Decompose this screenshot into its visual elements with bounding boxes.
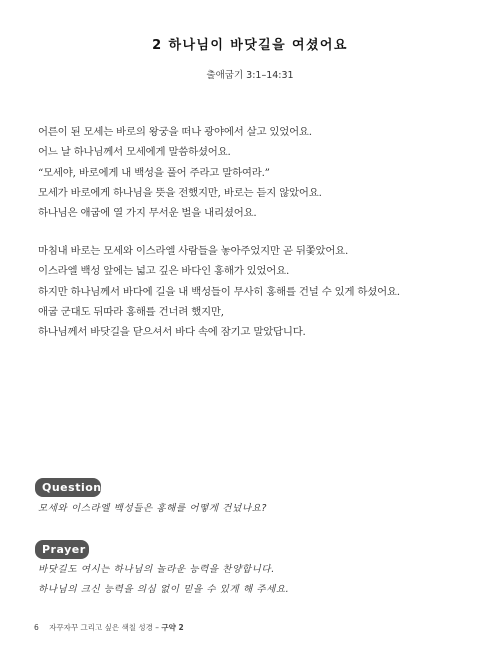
book-title: 자꾸자꾸 그리고 싶은 색칠 성경 – [49, 623, 160, 632]
page-number: 6 [34, 623, 39, 632]
story-line: 이스라엘 백성 앞에는 넓고 깊은 바다인 홍해가 있었어요. [38, 265, 290, 278]
prayer-line-1: 바닷길도 여시는 하나님의 놀라운 능력을 찬양합니다. [38, 564, 275, 575]
story-line: 어른이 된 모세는 바로의 왕궁을 떠나 광야에서 살고 있었어요. [38, 126, 312, 138]
story-paragraph-2 [38, 241, 464, 342]
story-line: “모세야, 바로에게 내 백성을 풀어 주라고 말하여라.” [38, 166, 270, 179]
page-title: 2 하나님이 바닷길을 여셨어요 [152, 38, 348, 53]
story-line: 모세가 바로에게 하나님을 뜻을 전했지만, 바로는 듣지 않았어요. [38, 186, 322, 199]
scripture-reference: 출애굽기 3:1–14:31 [206, 70, 294, 81]
question-text: 모세와 이스라엘 백성들은 홍해를 어떻게 건넜나요? [38, 503, 268, 514]
story-line: 어느 날 하나님께서 모세에게 말씀하셨어요. [38, 146, 231, 159]
story-paragraph-1 [38, 122, 464, 223]
story-line: 하나님께서 바닷길을 닫으셔서 바다 속에 잠기고 말았답니다. [38, 326, 306, 339]
prayer-line-2: 하나님의 크신 능력을 의심 없이 믿을 수 있게 해 주세요. [38, 584, 290, 595]
story-line: 하나님은 애굽에 열 가지 무서운 벌을 내리셨어요. [38, 207, 257, 220]
story-line: 하지만 하나님께서 바다에 길을 내 백성들이 무사히 홍해를 건널 수 있게 하셨어요. [38, 285, 400, 298]
story-line: 마침내 바로는 모세와 이스라엘 사람들을 놓아주었지만 곧 뒤쫓았어요. [38, 245, 349, 257]
prayer-badge: Prayer [35, 540, 89, 559]
question-badge: Question [35, 478, 101, 497]
story-line: 애굽 군대도 뒤따라 홍해를 건너려 했지만, [38, 305, 224, 318]
page-footer [34, 622, 184, 633]
book-volume: 구약 2 [161, 623, 184, 632]
